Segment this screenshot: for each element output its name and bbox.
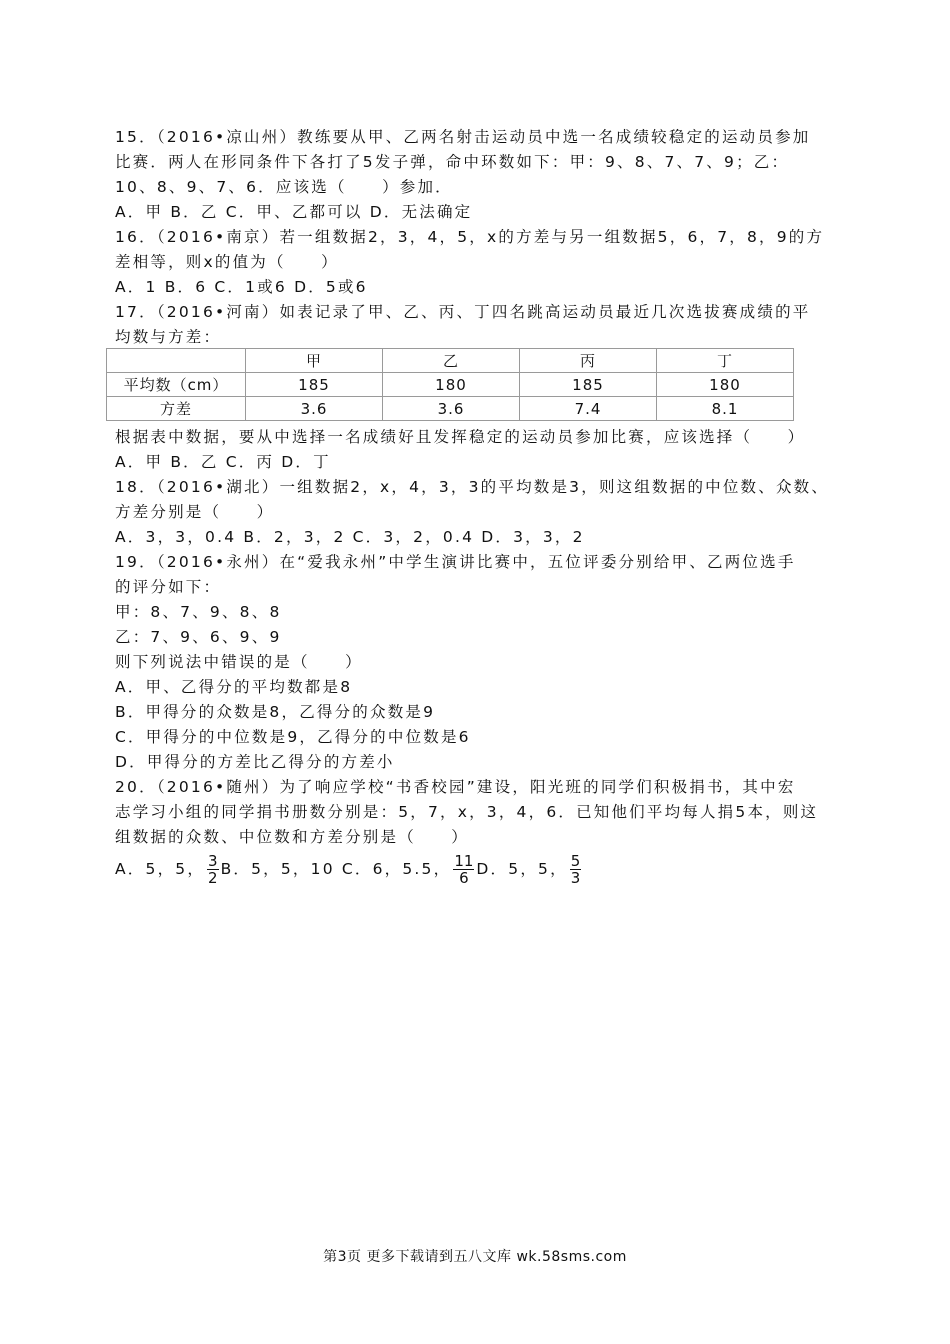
q19-yi-scores: 乙：7、9、6、9、9 (115, 628, 282, 646)
table-cell: 8.1 (657, 397, 794, 421)
q19-option-b: B．甲得分的众数是8，乙得分的众数是9 (115, 703, 436, 721)
q15-line-2: 比赛．两人在形同条件下各打了5发子弹，命中环数如下：甲：9、8、7、7、9；乙： (115, 153, 790, 171)
fraction-denominator: 2 (208, 869, 218, 887)
q17-options: A．甲 B．乙 C．丙 D．丁 (115, 453, 331, 471)
fraction-numerator: 5 (570, 852, 581, 870)
q16-line-2: 差相等，则x的值为（ ） (115, 253, 339, 271)
table-header-cell: 甲 (246, 349, 383, 373)
q20-option-a-text: A．5，5， (115, 860, 206, 878)
fraction-numerator: 11 (454, 852, 474, 870)
table-header-cell: 乙 (383, 349, 520, 373)
q17-stats-table (106, 348, 794, 421)
q15-line-1: 15．（2016•凉山州）教练要从甲、乙两名射击运动员中选一名成绩较稳定的运动员参加 (115, 128, 811, 146)
table-cell: 185 (246, 373, 383, 397)
table-cell: 180 (657, 373, 794, 397)
q15-options: A．甲 B．乙 C．甲、乙都可以 D．无法确定 (115, 203, 473, 221)
q20-line-1: 20．（2016•随州）为了响应学校“书香校园”建设，阳光班的同学们积极捐书，其中宏 (115, 778, 796, 796)
table-cell: 7.4 (520, 397, 657, 421)
q20-line-3: 组数据的众数、中位数和方差分别是（ ） (115, 828, 470, 846)
table-cell: 3.6 (383, 397, 520, 421)
table-header-row (107, 349, 794, 373)
table-header-cell: 丁 (657, 349, 794, 373)
q19-question: 则下列说法中错误的是（ ） (115, 653, 363, 671)
q19-line-2: 的评分如下： (115, 578, 222, 596)
q17-after-table: 根据表中数据，要从中选择一名成绩好且发挥稳定的运动员参加比赛，应该选择（ ） (115, 428, 806, 446)
q20-option-a-fraction (207, 853, 219, 886)
table-cell: 平均数（cm） (107, 373, 246, 397)
fraction-numerator: 3 (208, 852, 218, 870)
table-header-cell: 丙 (520, 349, 657, 373)
table-cell: 180 (383, 373, 520, 397)
table-row (107, 373, 794, 397)
table-cell: 185 (520, 373, 657, 397)
q20-option-d-fraction (570, 853, 582, 886)
q20-options (115, 852, 583, 886)
q17-line-1: 17．（2016•河南）如表记录了甲、乙、丙、丁四名跳高运动员最近几次选拔赛成绩的平 (115, 303, 811, 321)
q20-option-b-text: B．5，5，10 C．6，5.5， (220, 860, 452, 878)
q16-options: A．1 B．6 C．1或6 D．5或6 (115, 278, 368, 296)
q20-line-2: 志学习小组的同学捐书册数分别是：5，7，x，3，4，6．已知他们平均每人捐5本，则这 (115, 803, 819, 821)
q19-option-a: A．甲、乙得分的平均数都是8 (115, 678, 353, 696)
q19-option-c: C．甲得分的中位数是9，乙得分的中位数是6 (115, 728, 471, 746)
q20-option-c-fraction (453, 853, 474, 886)
q18-options: A．3，3，0.4 B．2，3，2 C．3，2，0.4 D．3，3，2 (115, 528, 585, 546)
q20-option-d-text: D．5，5， (476, 860, 568, 878)
fraction-denominator: 3 (570, 869, 581, 887)
q19-line-1: 19．（2016•永州）在“爱我永州”中学生演讲比赛中，五位评委分别给甲、乙两位选手 (115, 553, 796, 571)
q16-line-1: 16．（2016•南京）若一组数据2，3，4，5，x的方差与另一组数据5，6，7，8，9的方 (115, 228, 825, 246)
q18-line-1: 18．（2016•湖北）一组数据2，x，4，3，3的平均数是3，则这组数据的中位数、众数、 (115, 478, 830, 496)
q15-line-3: 10、8、9、7、6．应该选（ ）参加． (115, 178, 453, 196)
q17-line-2: 均数与方差： (115, 328, 222, 346)
fraction-denominator: 6 (459, 869, 469, 887)
table-cell: 方差 (107, 397, 246, 421)
table-row (107, 397, 794, 421)
table-header-cell (107, 349, 246, 373)
table-cell: 3.6 (246, 397, 383, 421)
page-footer: 第3页 更多下载请到五八文库 wk.58sms.com (323, 1249, 627, 1265)
q19-jia-scores: 甲：8、7、9、8、8 (115, 603, 282, 621)
q18-line-2: 方差分别是（ ） (115, 503, 275, 521)
q19-option-d: D．甲得分的方差比乙得分的方差小 (115, 753, 395, 771)
